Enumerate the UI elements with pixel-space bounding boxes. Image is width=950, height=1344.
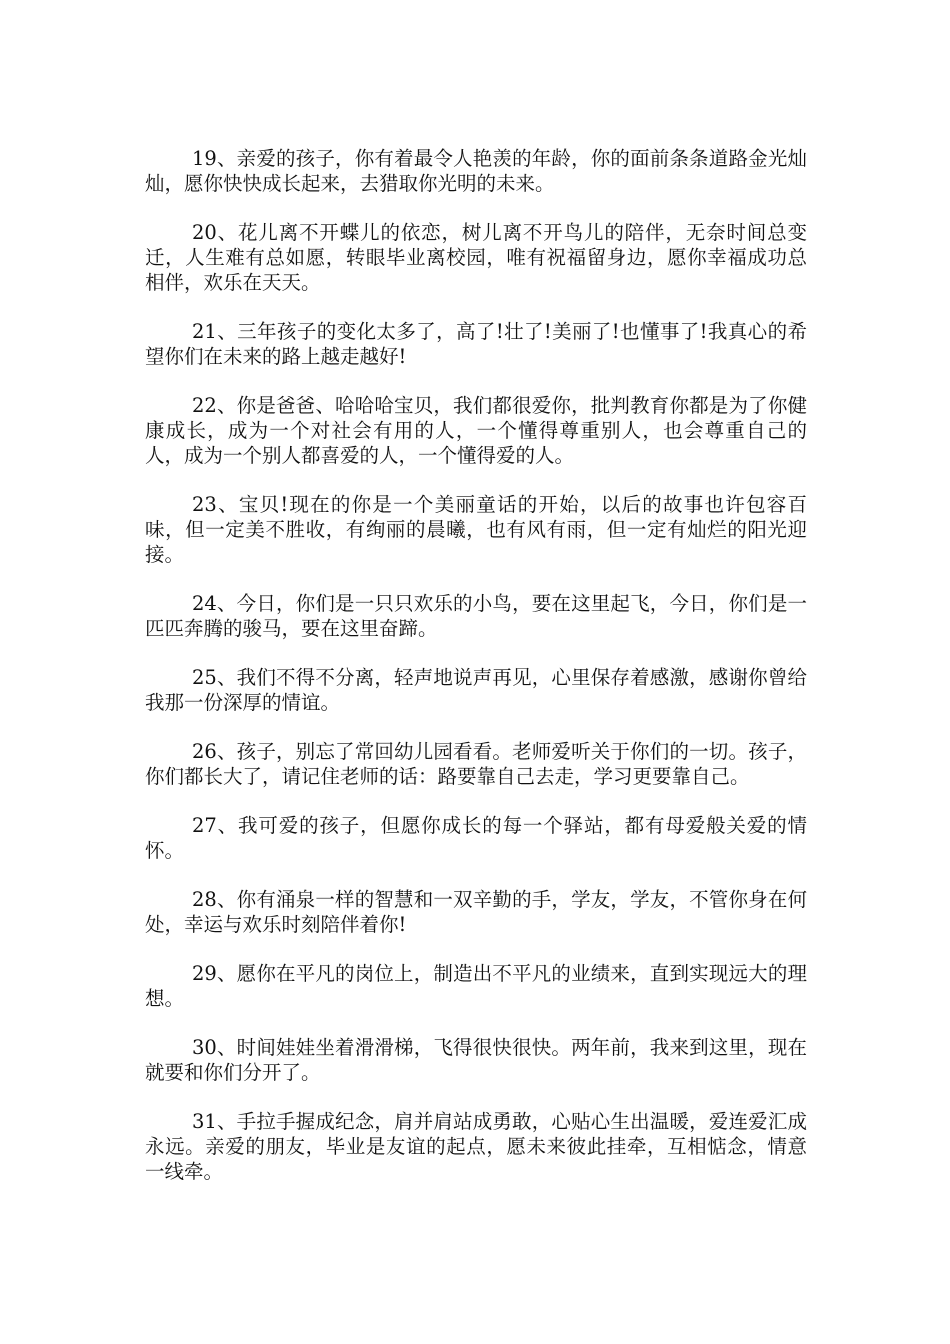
paragraph-23: 23、宝贝!现在的你是一个美丽童话的开始，以后的故事也许包容百味，但一定美不胜收，有绚丽的晨曦，也有风有雨，但一定有灿烂的阳光迎接。 bbox=[145, 493, 807, 566]
paragraph-20: 20、花儿离不开蝶儿的依恋，树儿离不开鸟儿的陪伴，无奈时间总变迁，人生难有总如愿，转眼毕业离校园，唯有祝福留身边，愿你幸福成功总相伴，欢乐在天天。 bbox=[145, 221, 807, 294]
paragraph-29: 29、愿你在平凡的岗位上，制造出不平凡的业绩来，直到实现远大的理想。 bbox=[145, 962, 807, 1010]
paragraph-25: 25、我们不得不分离，轻声地说声再见，心里保存着感激，感谢你曾给我那一份深厚的情谊。 bbox=[145, 666, 807, 714]
paragraph-24: 24、今日，你们是一只只欢乐的小鸟，要在这里起飞，今日，你们是一匹匹奔腾的骏马，要在这里奋蹄。 bbox=[145, 592, 807, 640]
paragraph-27: 27、我可爱的孩子，但愿你成长的每一个驿站，都有母爱般关爱的情怀。 bbox=[145, 814, 807, 862]
paragraph-19: 19、亲爱的孩子，你有着最令人艳羡的年龄，你的面前条条道路金光灿灿，愿你快快成长起来，去猎取你光明的未来。 bbox=[145, 147, 807, 195]
paragraph-28: 28、你有涌泉一样的智慧和一双辛勤的手，学友，学友，不管你身在何处，幸运与欢乐时刻陪伴着你! bbox=[145, 888, 807, 936]
paragraph-26: 26、孩子，别忘了常回幼儿园看看。老师爱听关于你们的一切。孩子，你们都长大了，请记住老师的话：路要靠自己去走，学习更要靠自己。 bbox=[145, 740, 807, 788]
document-body bbox=[145, 146, 807, 1208]
paragraph-22: 22、你是爸爸、哈哈哈宝贝，我们都很爱你，批判教育你都是为了你健康成长，成为一个对社会有用的人，一个懂得尊重别人，也会尊重自己的人，成为一个别人都喜爱的人，一个懂得爱的人。 bbox=[145, 394, 807, 467]
paragraph-30: 30、时间娃娃坐着滑滑梯，飞得很快很快。两年前，我来到这里，现在就要和你们分开了。 bbox=[145, 1036, 807, 1084]
paragraph-21: 21、三年孩子的变化太多了，高了!壮了!美丽了!也懂事了!我真心的希望你们在未来的路上越走越好! bbox=[145, 320, 807, 368]
paragraph-31: 31、手拉手握成纪念，肩并肩站成勇敢，心贴心生出温暖，爱连爱汇成永远。亲爱的朋友，毕业是友谊的起点，愿未来彼此挂牵，互相惦念，情意一线牵。 bbox=[145, 1110, 807, 1183]
